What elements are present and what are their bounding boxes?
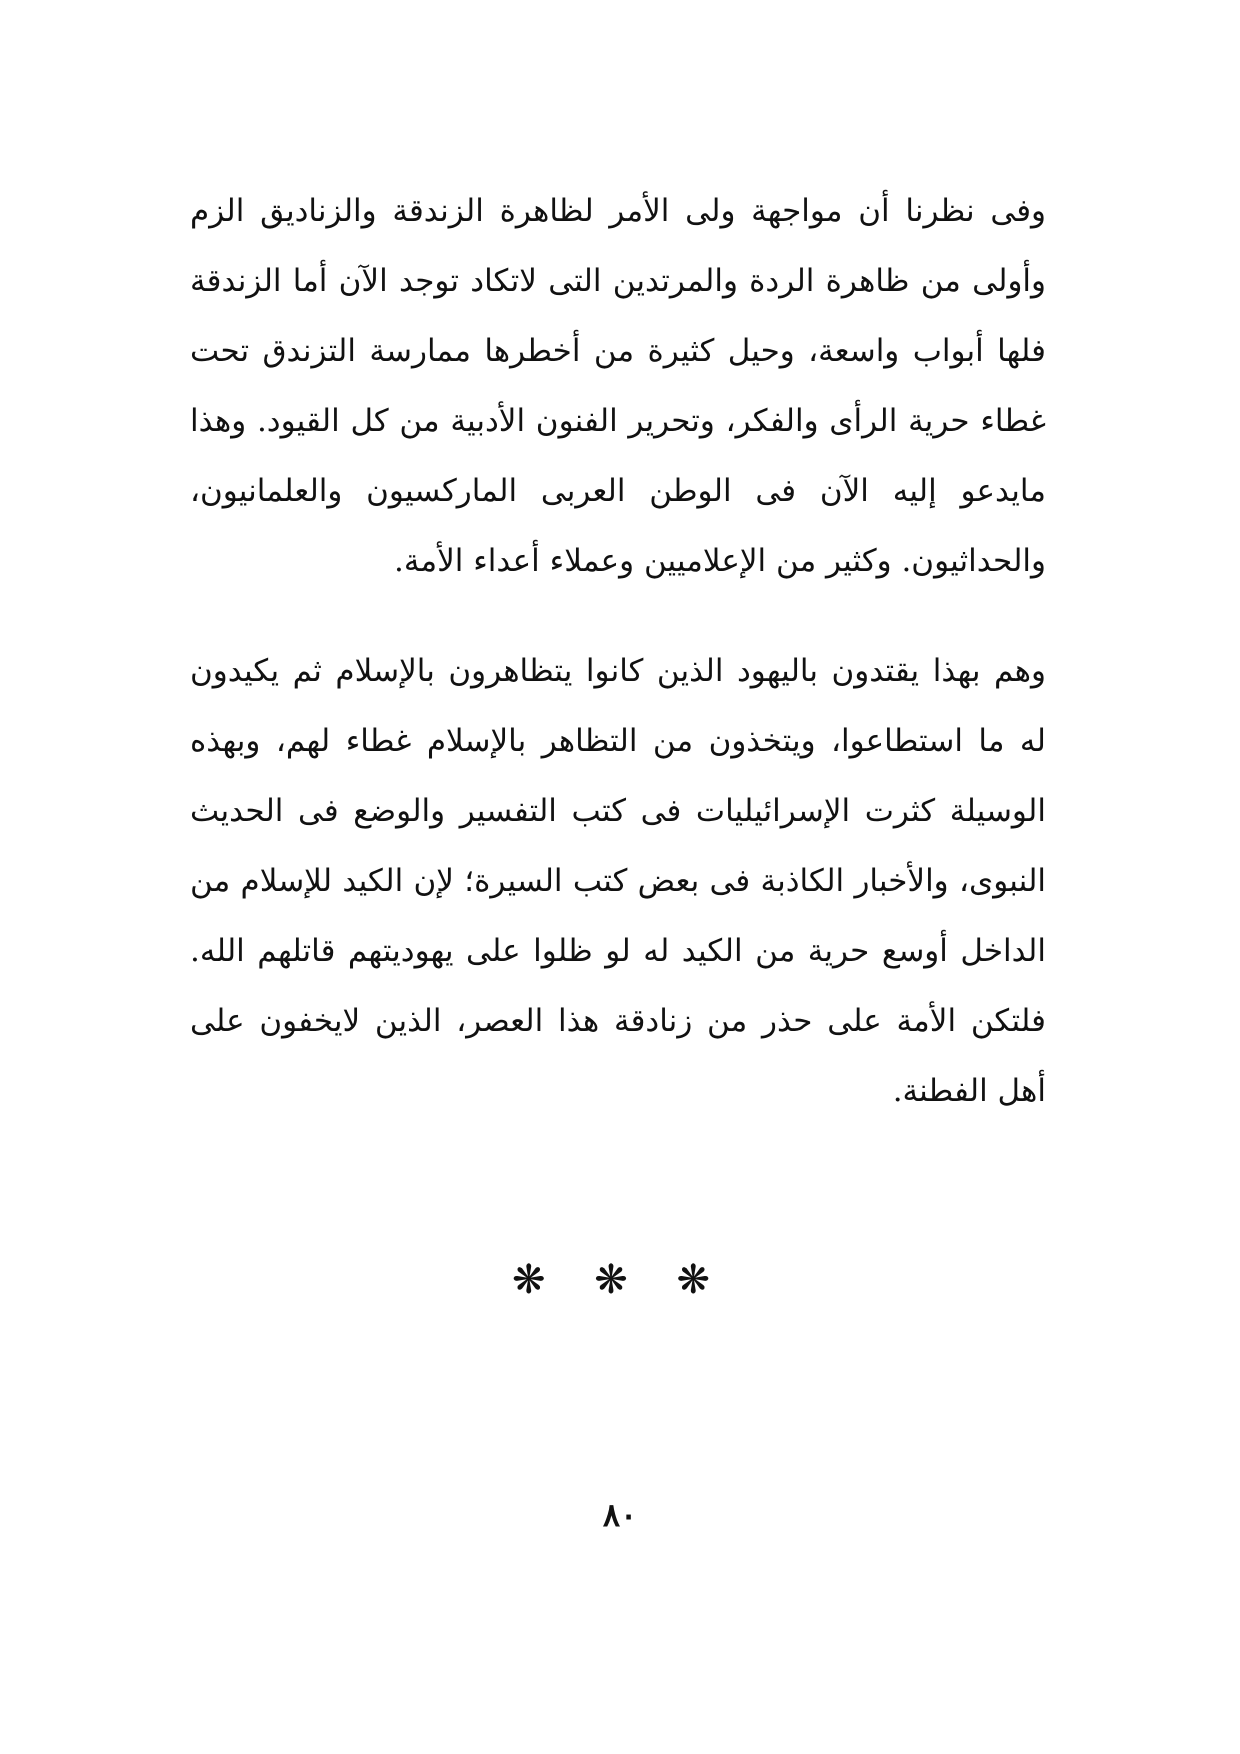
section-separator: ❋ ❋ ❋ [512, 1257, 728, 1303]
paragraph-2: وهم بهذا يقتدون باليهود الذين كانوا يتظاهرون بالإسلام ثم يكيدون له ما استطاعوا، ويتخذون من التظاهر بالإسلام غطاء لهم، وبهذه الوسيلة كثرت الإسرائيليات فى كتب التفسير والوضع فى الحديث النبوى، والأخبار الكاذبة فى بعض كتب السيرة؛ لإن الكيد للإسلام من الداخل أوسع حرية من الكيد له لو ظلوا على يهوديتهم قاتلهم الله. فلتكن الأمة على حذر من زنادقة هذا العصر، الذين لايخفون على أهل الفطنة. [190, 653, 1046, 1109]
page-number: ٨٠ [602, 1496, 638, 1534]
body-text [190, 176, 1046, 1126]
paragraph-1: وفى نظرنا أن مواجهة ولى الأمر لظاهرة الزندقة والزناديق الزم وأولى من ظاهرة الردة والمرتدين التى لاتكاد توجد الآن أما الزندقة فلها أبواب واسعة، وحيل كثيرة من أخطرها ممارسة التزندق تحت غطاء حرية الرأى والفكر، وتحرير الفنون الأدبية من كل القيود. وهذا مايدعو إليه الآن فى الوطن العربى الماركسيون والعلمانيون، والحداثيون. وكثير من الإعلاميين وعملاء أعداء الأمة. [190, 193, 1046, 579]
